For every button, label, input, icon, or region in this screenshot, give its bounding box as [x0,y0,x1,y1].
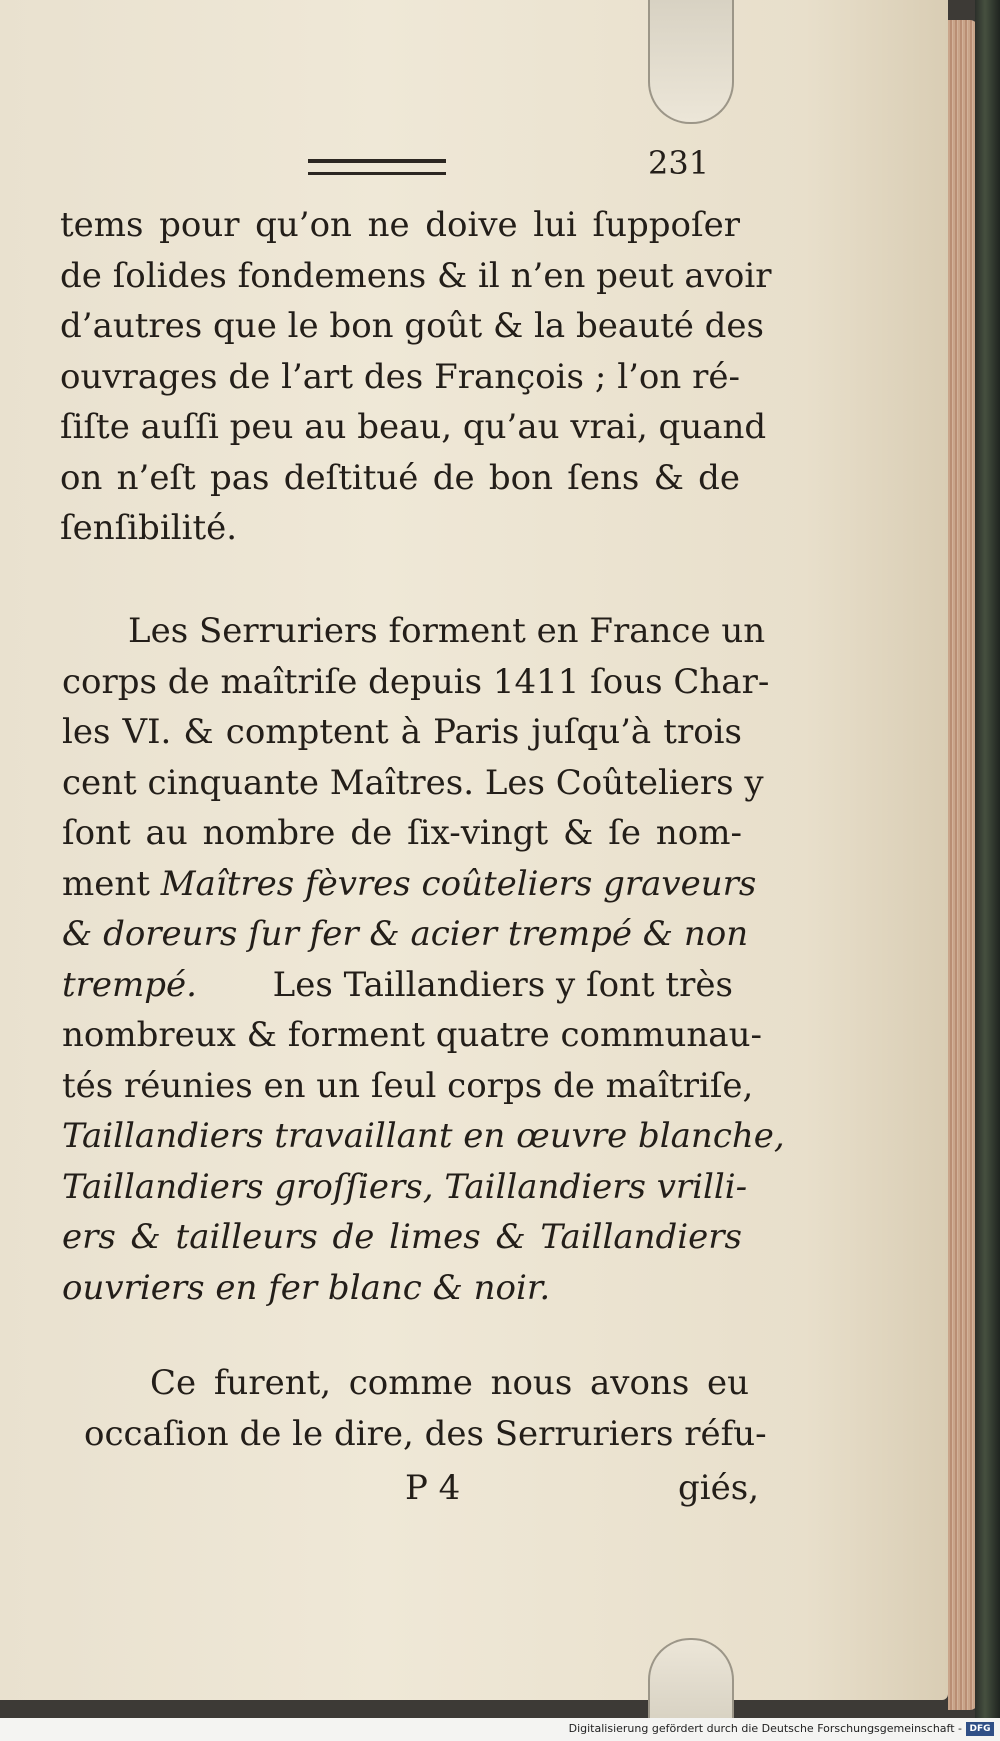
text-line: nombreux & forment quatre communau- [62,1015,762,1055]
italic-text-line: Taillandiers groſſiers, Taillandiers vrilli- [62,1166,748,1207]
footer-credit: Digitalisierung gefördert durch die Deutsche Forschungsgemeinschaft - [568,1722,962,1735]
italic-text-run: Maîtres fèvres coûteliers graveurs [160,863,757,904]
italic-text-line: ers & tailleurs de limes & Taillandiers [62,1217,742,1257]
text-line: cent cinquante Maîtres. Les Coûteliers y [62,762,764,803]
text-line: Ce furent, comme nous avons eu [150,1363,749,1403]
text-line: occaſion de le dire, des Serruriers réfu- [84,1413,767,1454]
text-line [62,960,742,1011]
paragraph-1 [60,200,772,554]
text-run: ment [62,863,150,904]
italic-text-line: Taillandiers travaillant en œuvre blanche, [62,1116,785,1156]
text-line: ouvrages de l’art des François ; l’on ré- [60,356,740,397]
text-line: de ſolides fondemens & il n’en peut avoir [60,255,772,296]
text-line: les VI. & comptent à Paris juſqu’à trois [62,712,742,752]
header-rule [308,159,446,175]
text-line: ſenſibilité. [60,508,238,548]
text-line: corps de maîtriſe depuis 1411 ſous Char- [62,661,770,702]
paragraph-3 [84,1358,767,1459]
text-line: on n’eſt pas deſtitué de bon ſens & de [60,457,740,498]
text-line: ſont au nombre de ſix-vingt & ſe nom- [62,813,742,853]
text-line: d’autres que le bon goût & la beauté des [60,306,764,346]
paragraph-2 [62,606,785,1313]
italic-text-line: ouvriers en fer blanc & noir. [62,1267,551,1308]
italic-text-line: & doreurs ſur fer & acier trempé & non [62,914,749,954]
text-line: tems pour qu’on ne doive lui ſuppoſer [60,205,740,245]
text-line: Les Serruriers forment en France un [128,611,766,651]
catchword: giés, [678,1468,760,1508]
page-number: 231 [648,144,710,182]
text-line [62,859,757,910]
dfg-logo: DFG [966,1722,994,1736]
page-edges [948,20,978,1710]
text-run: Les Taillandiers y ſont très [272,964,733,1005]
text-line: ſiſte auſſi peu au beau, qu’au vrai, quand [60,407,767,447]
bottom-clip [648,1638,734,1720]
text-line: tés réunies en un ſeul corps de maîtriſe, [62,1065,754,1106]
top-clip [648,0,734,124]
book-cover-edge [975,0,1000,1741]
italic-text-run: trempé. [62,964,197,1005]
signature-mark: P 4 [405,1468,461,1508]
